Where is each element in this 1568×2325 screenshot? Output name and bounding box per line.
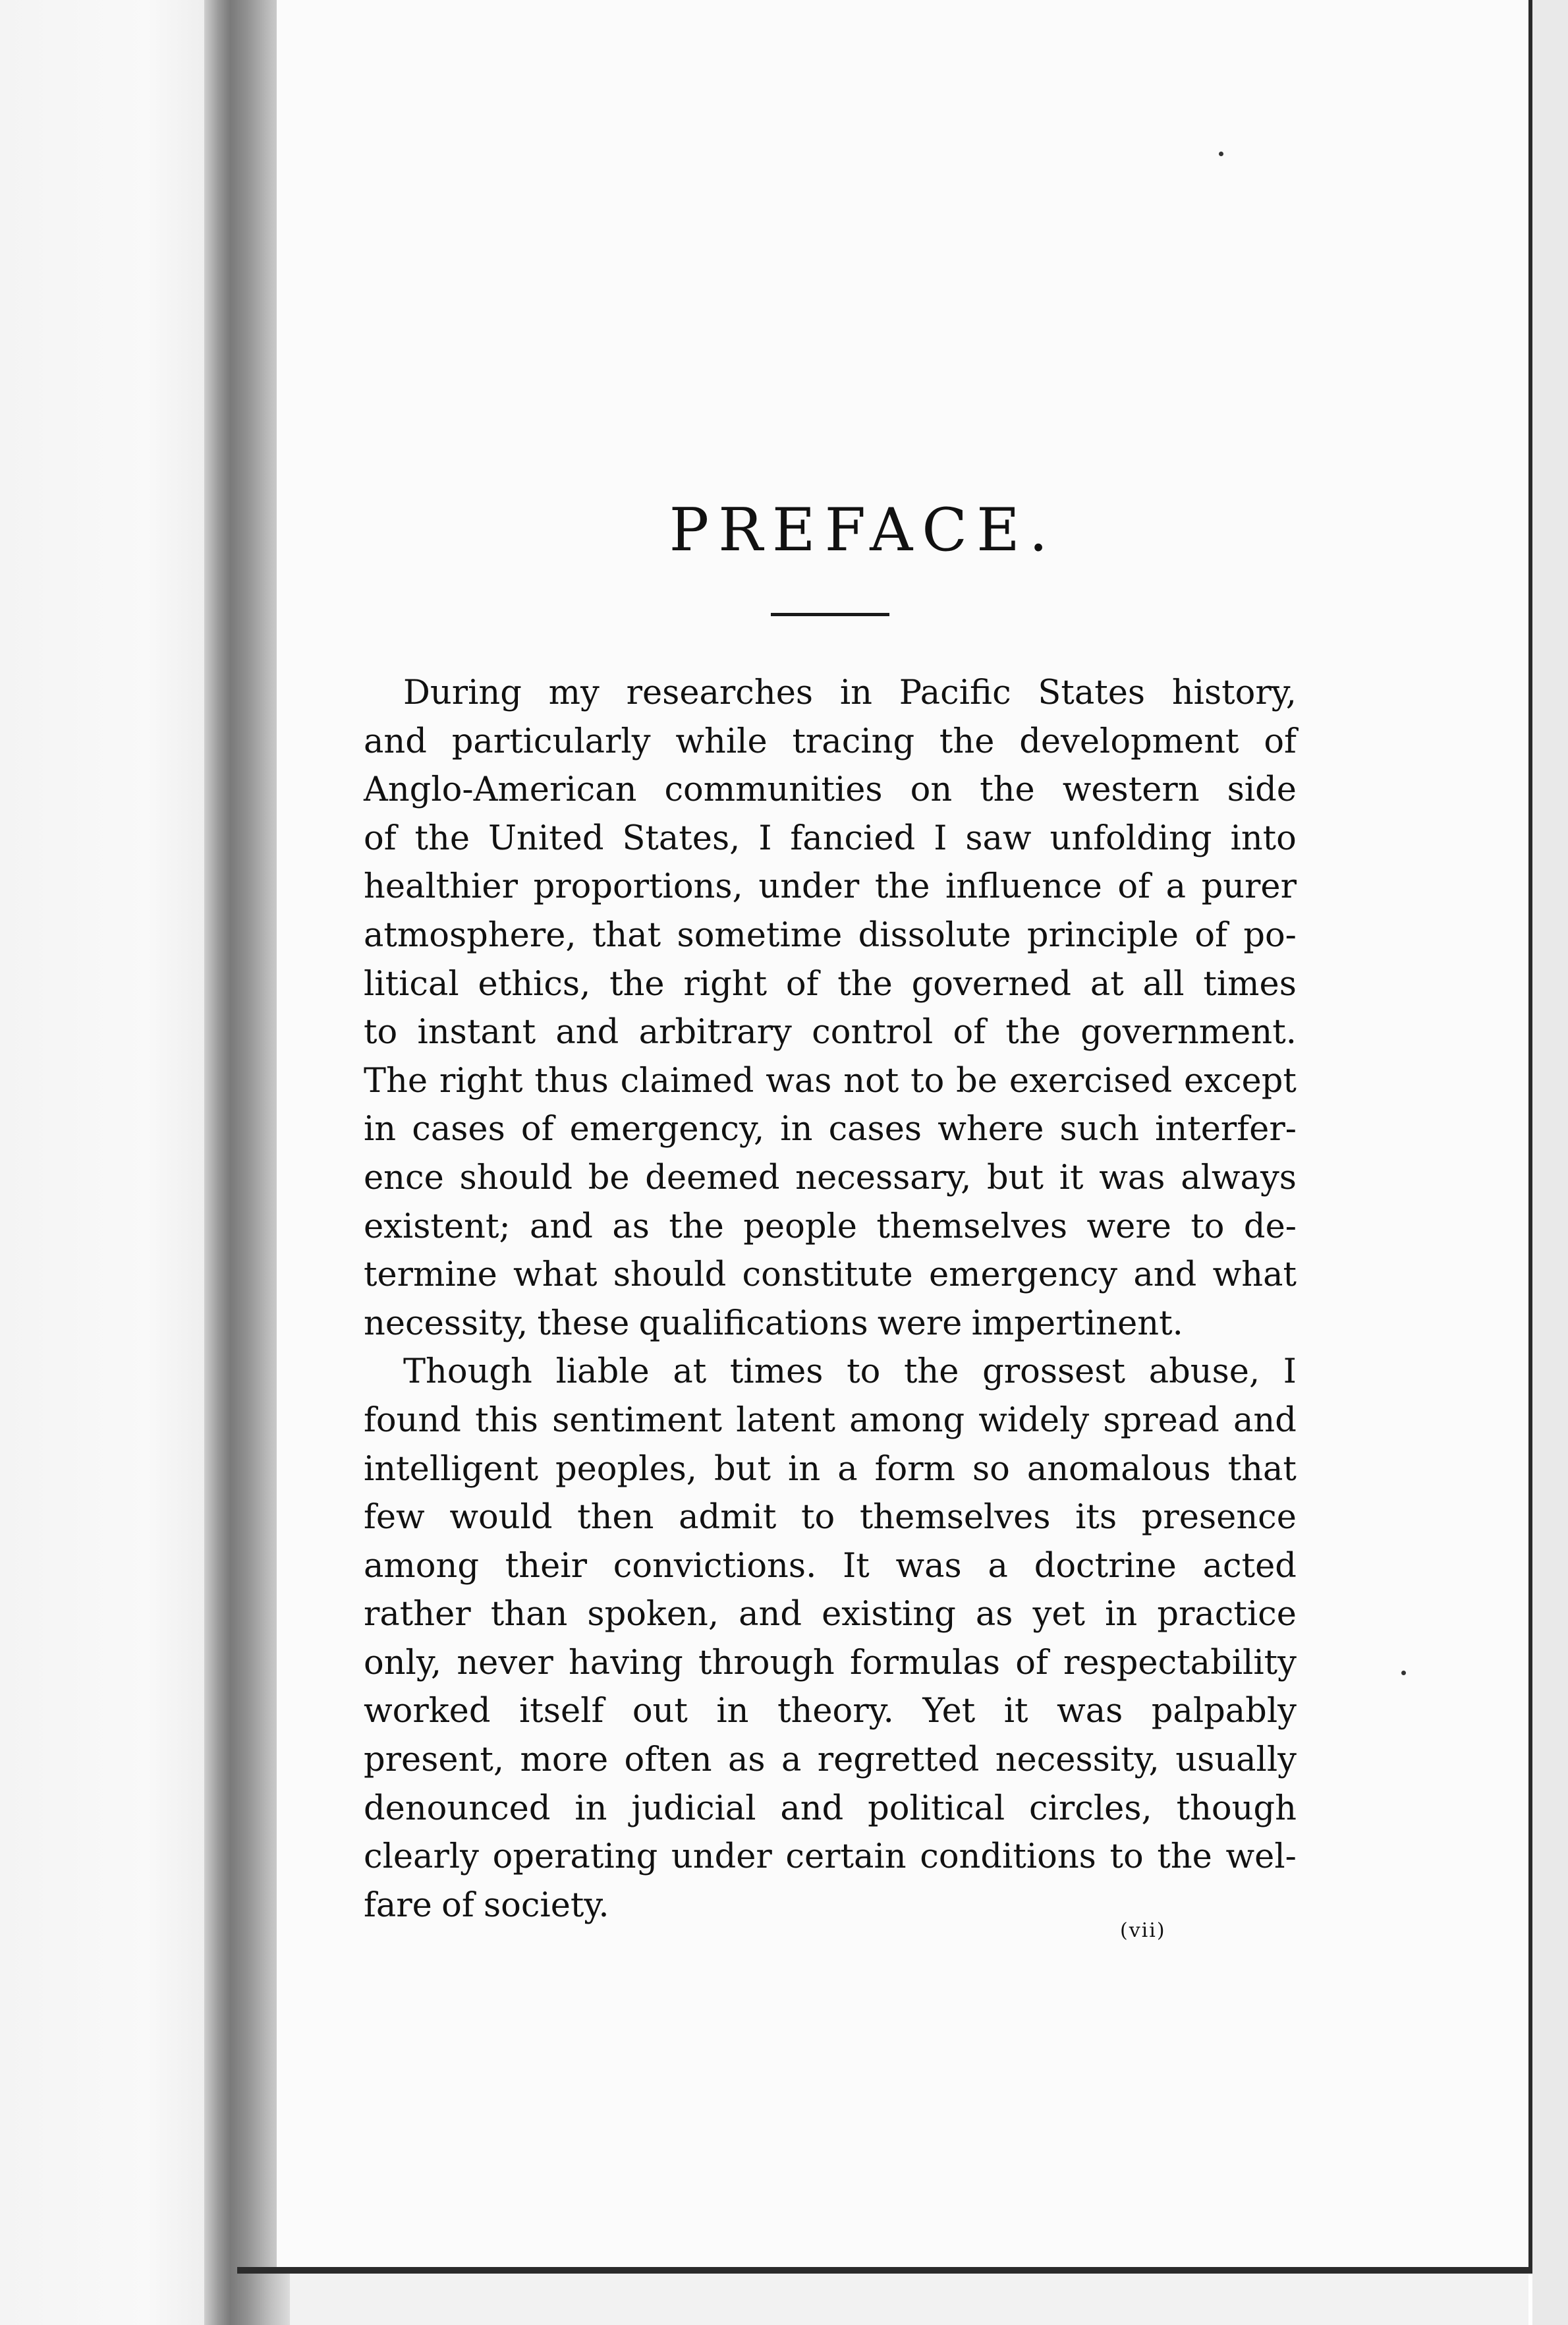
text-line: termine what should constitute emergency and what: [364, 1255, 1297, 1295]
page-number: (vii): [1120, 1919, 1166, 1942]
text-line: and particularly while tracing the development of: [364, 722, 1297, 761]
text-line: of the United States, I fancied I saw unfolding into: [364, 818, 1297, 858]
text-line: to instant and arbitrary control of the government.: [364, 1013, 1297, 1052]
text-line: only, never having through formulas of respectability: [364, 1643, 1297, 1682]
text-line: atmosphere, that sometime dissolute principle of po-: [364, 915, 1297, 955]
text-line: denounced in judicial and political circles, though: [364, 1789, 1297, 1828]
text-line: Anglo-American communities on the western side: [364, 770, 1297, 810]
text-line: present, more often as a regretted necessity, usually: [364, 1740, 1297, 1780]
scan-right-margin: [1532, 0, 1568, 2325]
title-rule: [771, 613, 889, 616]
text-line: The right thus claimed was not to be exercised except: [364, 1061, 1297, 1101]
text-line: Though liable at times to the grossest abuse, I: [403, 1352, 1297, 1392]
text-line: fare of society.: [364, 1885, 609, 1925]
scan-speck: [1219, 152, 1223, 156]
page-bottom-edge: [237, 2267, 1532, 2274]
text-line: found this sentiment latent among widely spread and: [364, 1400, 1297, 1440]
text-line: litical ethics, the right of the governed at all times: [364, 964, 1297, 1004]
text-line: among their convictions. It was a doctrine acted: [364, 1546, 1297, 1586]
text-line: clearly operating under certain conditions to the wel-: [364, 1837, 1297, 1877]
text-line: healthier proportions, under the influence of a purer: [364, 867, 1297, 907]
scan-bottom-margin: [290, 2274, 1528, 2325]
text-line: existent; and as the people themselves were to de-: [364, 1207, 1297, 1246]
text-line: in cases of emergency, in cases where such interfer-: [364, 1110, 1297, 1149]
facing-page-edge: [0, 0, 211, 2325]
preface-body: [364, 669, 1297, 1930]
text-line: rather than spoken, and existing as yet in practice: [364, 1595, 1297, 1634]
page-title: PREFACE.: [669, 496, 1057, 565]
text-line: few would then admit to themselves its presence: [364, 1498, 1297, 1537]
text-line: ence should be deemed necessary, but it was always: [364, 1158, 1297, 1197]
text-line: necessity, these qualifications were impertinent.: [364, 1304, 1183, 1343]
scan-speck: [1401, 1671, 1406, 1675]
text-line: worked itself out in theory. Yet it was palpably: [364, 1692, 1297, 1731]
text-line: During my researches in Pacific States history,: [403, 674, 1297, 712]
text-line: intelligent peoples, but in a form so anomalous that: [364, 1449, 1297, 1489]
